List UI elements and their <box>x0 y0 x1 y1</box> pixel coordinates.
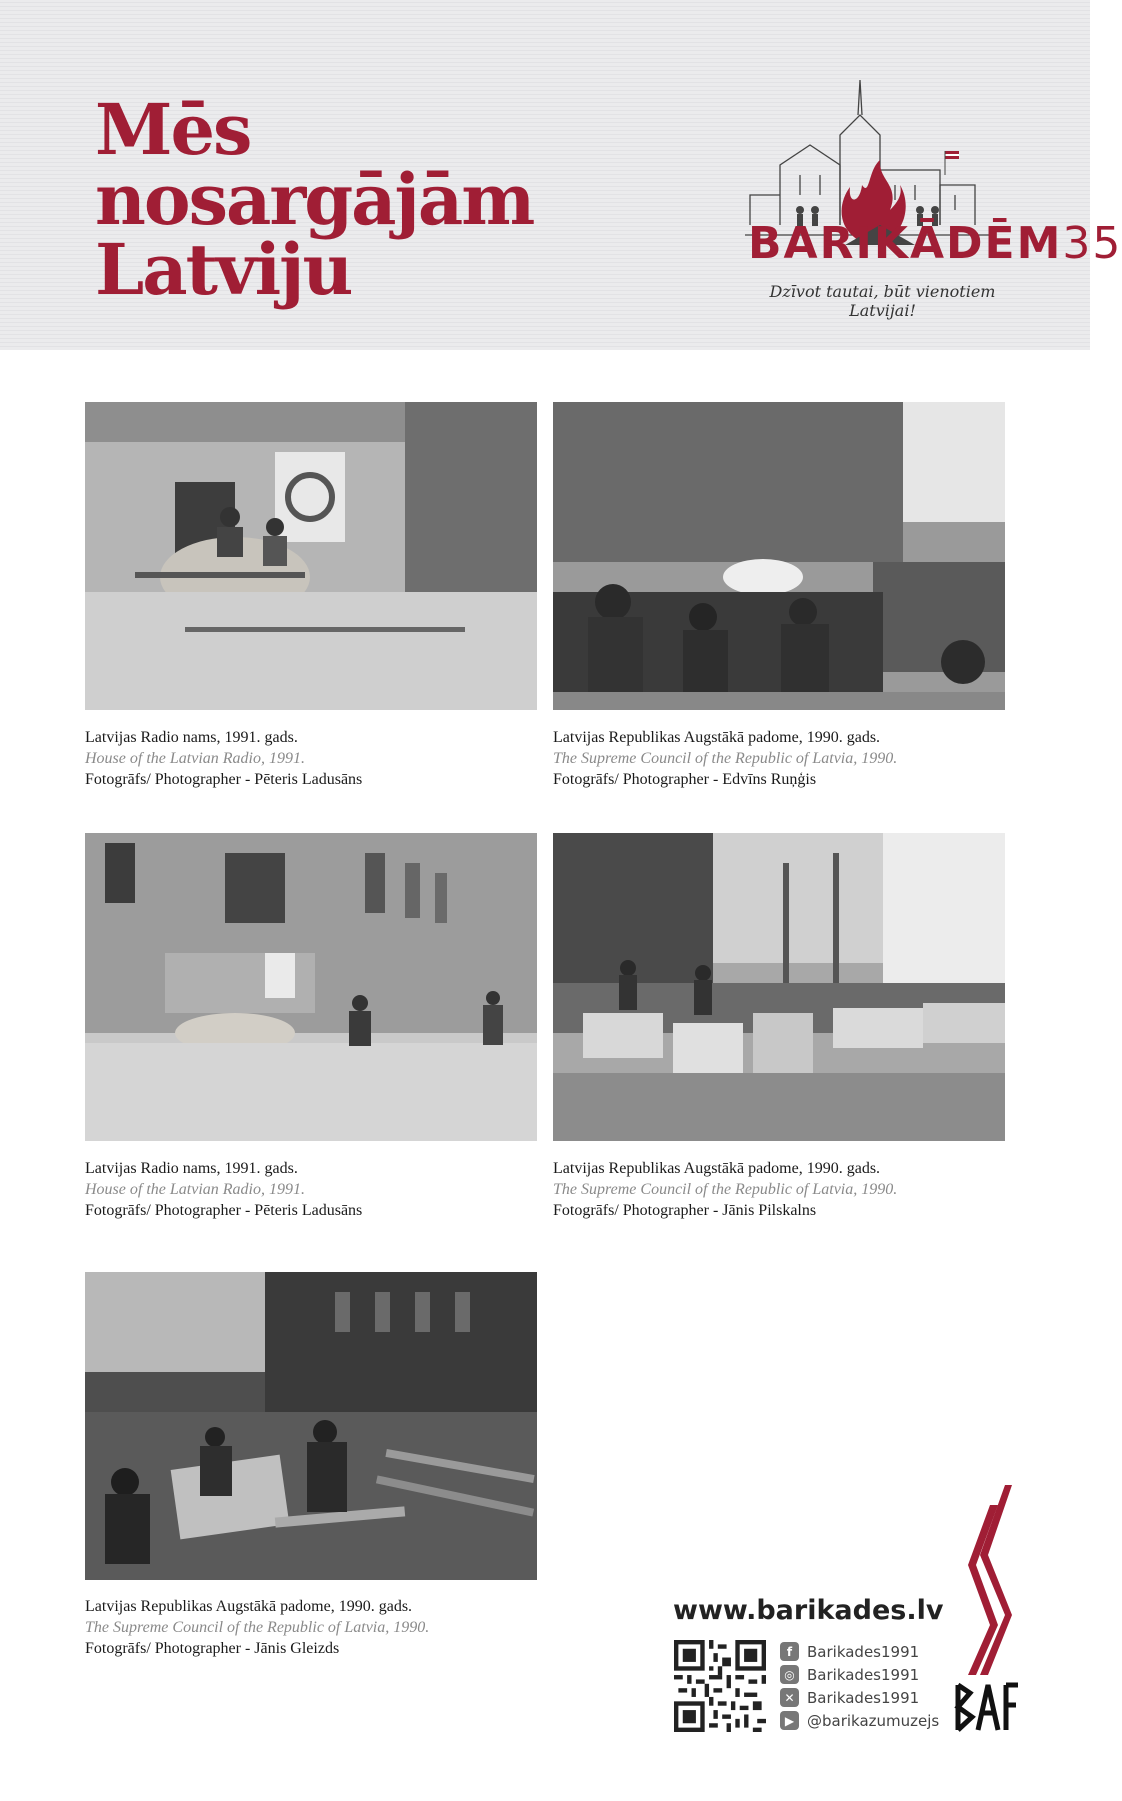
caption-en: House of the Latvian Radio, 1991. <box>85 1181 305 1198</box>
caption-lv: Latvijas Republikas Augstākā padome, 1990. gads. <box>553 1160 881 1177</box>
caption-credit: Fotogrāfs/ Photographer - Edvīns Ruņģis <box>553 771 817 788</box>
logo-number: 35 <box>1062 218 1122 269</box>
caption-1 <box>85 727 537 790</box>
logo-brand-text <box>748 218 1122 269</box>
social-youtube[interactable] <box>780 1709 939 1732</box>
caption-5 <box>85 1596 537 1659</box>
caption-en: House of the Latvian Radio, 1991. <box>85 750 305 767</box>
title-line-3: Latviju <box>95 228 352 311</box>
logo-brand-word: BARIKĀDĒM <box>748 218 1063 269</box>
photo-radio-house-1 <box>85 402 537 710</box>
youtube-icon: ▶ <box>780 1711 799 1730</box>
caption-lv: Latvijas Republikas Augstākā padome, 1990. gads. <box>553 729 881 746</box>
photo-radio-house-2 <box>85 833 537 1141</box>
caption-4 <box>553 1158 1005 1221</box>
caption-credit: Fotogrāfs/ Photographer - Jānis Pilskalns <box>553 1202 817 1219</box>
caption-en: The Supreme Council of the Republic of Latvia, 1990. <box>553 750 898 767</box>
caption-lv: Latvijas Radio nams, 1991. gads. <box>85 1160 298 1177</box>
baf-logo <box>950 1485 1020 1735</box>
caption-lv: Latvijas Radio nams, 1991. gads. <box>85 729 298 746</box>
title-line-2: nosargājām <box>95 158 534 241</box>
instagram-icon: ◎ <box>780 1665 799 1684</box>
social-instagram[interactable] <box>780 1663 939 1686</box>
x-icon: ✕ <box>780 1688 799 1707</box>
logo-slogan: Dzīvot tautai, būt vienotiem Latvijai! <box>769 282 996 320</box>
page-title <box>95 88 534 311</box>
caption-lv: Latvijas Republikas Augstākā padome, 1990. gads. <box>85 1598 413 1615</box>
social-x[interactable] <box>780 1686 939 1709</box>
caption-en: The Supreme Council of the Republic of Latvia, 1990. <box>553 1181 898 1198</box>
social-label: @barikazumuzejs <box>807 1711 940 1730</box>
caption-3 <box>85 1158 537 1221</box>
website-link[interactable]: www.barikades.lv <box>673 1595 944 1626</box>
caption-en: The Supreme Council of the Republic of Latvia, 1990. <box>85 1619 430 1636</box>
caption-2 <box>553 727 1005 790</box>
barikades-logo-illustration <box>740 75 1020 315</box>
caption-credit: Fotogrāfs/ Photographer - Pēteris Ladusāns <box>85 1202 363 1219</box>
facebook-icon: f <box>780 1642 799 1661</box>
caption-credit: Fotogrāfs/ Photographer - Jānis Gleizds <box>85 1640 340 1657</box>
social-label: Barikades1991 <box>807 1642 920 1661</box>
photo-supreme-council-1 <box>553 402 1005 710</box>
social-links <box>780 1640 939 1732</box>
social-label: Barikades1991 <box>807 1688 920 1707</box>
photo-supreme-council-3 <box>85 1272 537 1580</box>
title-line-1: Mēs <box>95 88 251 171</box>
qr-code-icon <box>674 1640 766 1732</box>
social-label: Barikades1991 <box>807 1665 920 1684</box>
photo-supreme-council-2 <box>553 833 1005 1141</box>
caption-credit: Fotogrāfs/ Photographer - Pēteris Ladusāns <box>85 771 363 788</box>
header-banner <box>0 0 1122 350</box>
social-facebook[interactable] <box>780 1640 939 1663</box>
